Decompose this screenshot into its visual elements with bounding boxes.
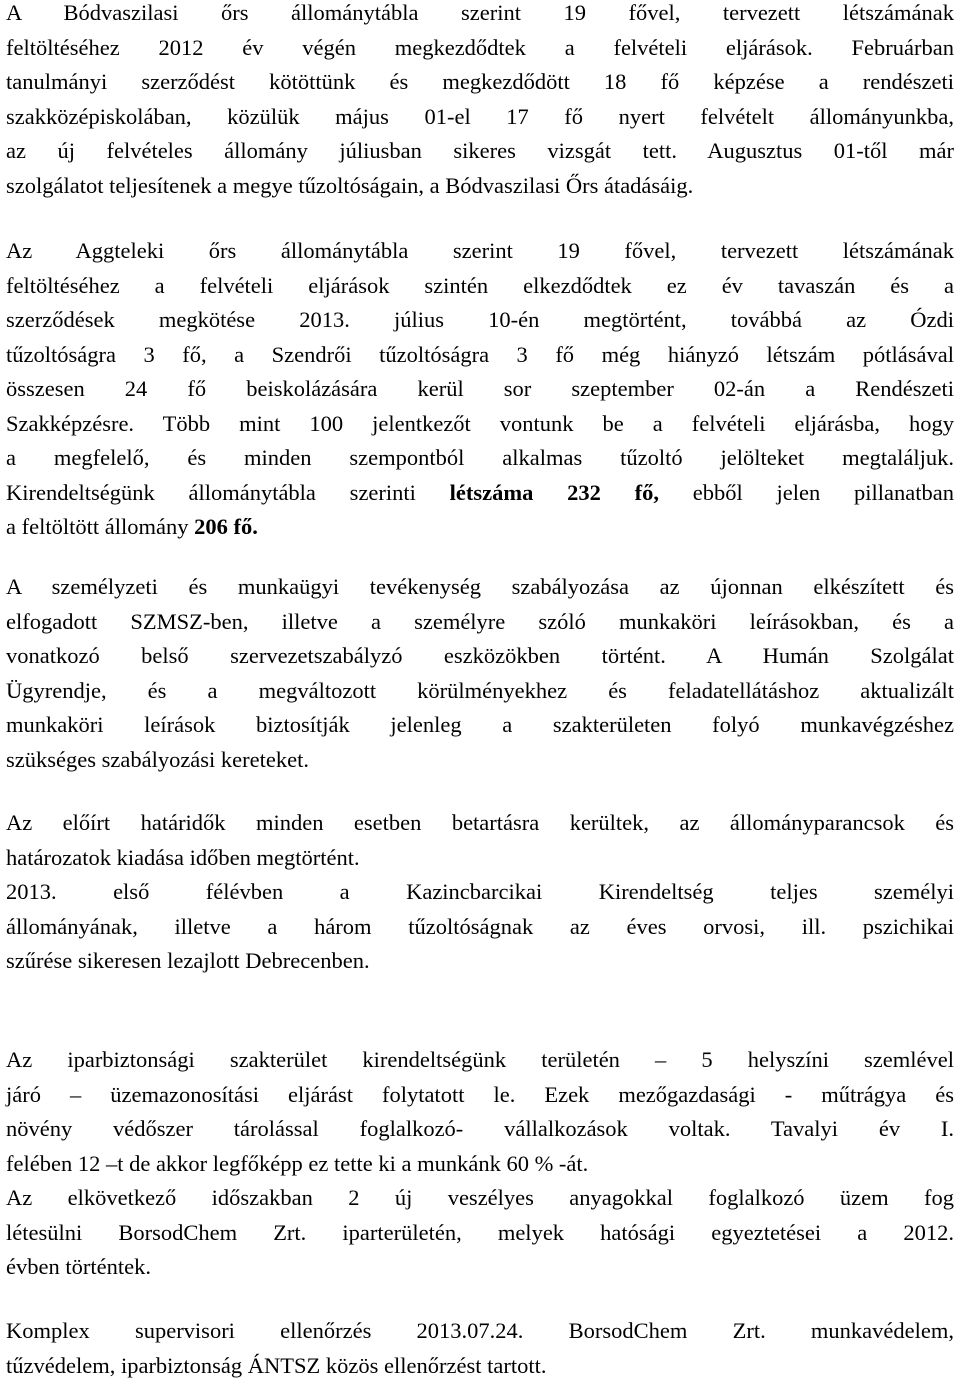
paragraph-personnel [6,570,954,777]
text-line: Komplex supervisori ellenőrzés 2013.07.24. BorsodChem Zrt. munkavédelem, [6,1318,954,1343]
text-line: feltöltéséhez 2012 év végén megkezdődtek a felvételi eljárások. Februárban [6,34,954,60]
paragraph-bodvaszilas [6,0,954,203]
headcount-post: ebből jelen pillanatban [659,479,954,505]
paragraph-industrial-safety [6,1043,954,1285]
paragraph-aggtelek [6,234,954,545]
text-line: elfogadott SZMSZ-ben, illetve a személyre szóló munkaköri leírásokban, és a [6,608,954,634]
text-line: tűzvédelem, iparbiztonság ÁNTSZ közös ellenőrzést tartott. [6,1352,547,1378]
text-line: Az iparbiztonsági szakterület kirendeltségünk területén – 5 helyszíni szemlével [6,1047,954,1072]
text-line: 2013. első félévben a Kazincbarcikai Kirendeltség teljes személyi [6,879,954,904]
text-line: Az előírt határidők minden esetben betartásra kerültek, az állományparancsok és [6,810,954,835]
text-line: vonatkozó belső szervezetszabályzó eszközökben történt. A Humán Szolgálat [6,643,954,668]
text-line: Ügyrendje, és a megváltozott körülményekhez és feladatellátáshoz aktualizált [6,677,954,703]
text-line: szükséges szabályozási kereteket. [6,746,309,772]
text-line: Az Aggteleki őrs állománytábla szerint 19 fővel, tervezett létszámának [6,238,954,263]
headcount-total: létszáma 232 fő, [449,479,660,505]
text-line: feltöltéséhez a felvételi eljárások szintén elkezdődtek ez év tavaszán és a [6,272,954,298]
text-line: Az elkövetkező időszakban 2 új veszélyes anyagokkal foglalkozó üzem fog [6,1185,954,1210]
text-line: az új felvételes állomány júliusban sikeres vizsgát tett. Augusztus 01-től már [6,138,954,163]
text-line: évben történtek. [6,1254,151,1279]
text-line: szakközépiskolában, közülük május 01-el 17 fő nyert felvételt állományunkba, [6,103,954,129]
text-line: tűzoltóságra 3 fő, a Szendrői tűzoltóságra 3 fő még hiányzó létszám pótlásával [6,341,954,367]
text-line-headcount [6,476,954,511]
text-line: állományának, illetve a három tűzoltóságnak az éves orvosi, ill. pszichikai [6,913,954,939]
text-line: felében 12 –t de akkor legfőképp ez tette ki a munkánk 60 % -át. [6,1150,589,1176]
text-line: A személyzeti és munkaügyi tevékenység szabályozása az újonnan elkészített és [6,574,954,599]
text-line: határozatok kiadása időben megtörtént. [6,844,360,870]
paragraph-inspection [6,1314,954,1383]
text-line: járó – üzemazonosítási eljárást folytatott le. Ezek mezőgazdasági - műtrágya és [6,1081,954,1107]
text-line: munkaköri leírások biztosítják jelenleg a szakterületen folyó munkavégzéshez [6,712,954,737]
text-line-filled [6,510,954,545]
text-line: szűrése sikeresen lezajlott Debrecenben. [6,948,370,973]
text-line: tanulmányi szerződést kötöttünk és megkezdődött 18 fő képzése a rendészeti [6,69,954,94]
filled-total: 206 fő. [194,514,258,539]
text-line: szolgálatot teljesítenek a megye tűzoltóságain, a Bódvaszilasi Őrs átadásáig. [6,172,694,198]
text-line: A Bódvaszilasi őrs állománytábla szerint 19 fővel, tervezett létszámának [6,0,954,25]
text-line: összesen 24 fő beiskolázására kerül sor szeptember 02-án a Rendészeti [6,376,954,401]
text-line: létesülni BorsodChem Zrt. iparterületén, melyek hatósági egyeztetései a 2012. [6,1219,954,1245]
text-line: a megfelelő, és minden szempontból alkalmas tűzoltó jelölteket megtaláljuk. [6,445,954,470]
text-line: növény védőszer tárolással foglalkozó- vállalkozások voltak. Tavalyi év I. [6,1116,954,1141]
text-line: Szakképzésre. Több mint 100 jelentkezőt vontunk be a felvételi eljárásba, hogy [6,410,954,436]
headcount-pre: Kirendeltségünk állománytábla szerinti [6,479,450,505]
text-line: szerződések megkötése 2013. július 10-én megtörtént, továbbá az Ózdi [6,307,954,332]
paragraph-deadlines [6,806,954,979]
filled-pre: a feltöltött állomány [6,514,195,539]
